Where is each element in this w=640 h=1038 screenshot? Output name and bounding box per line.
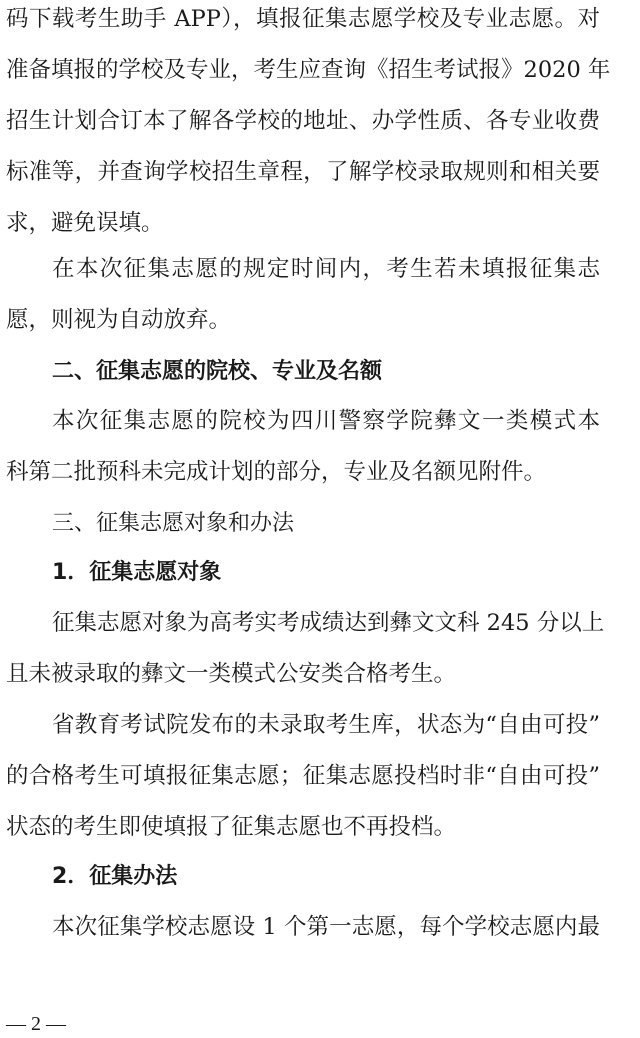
body-line-13: 征集志愿对象为高考实考成绩达到彝文文科 245 分以上 xyxy=(52,610,605,636)
body-line-1: 码下载考生助手 APP），填报征集志愿学校及专业志愿。对 xyxy=(6,6,600,32)
body-line-14: 且未被录取的彝文一类模式公安类合格考生。 xyxy=(6,661,457,687)
section-heading-3: 三、征集志愿对象和办法 xyxy=(52,511,295,536)
body-line-15: 省教育考试院发布的未录取考生库，状态为“自由可投” xyxy=(52,712,600,738)
body-line-7: 愿，则视为自动放弃。 xyxy=(6,307,232,333)
body-line-6: 在本次征集志愿的规定时间内，考生若未填报征集志 xyxy=(52,256,600,282)
body-line-16: 的合格考生可填报征集志愿；征集志愿投档时非“自由可投” xyxy=(6,763,600,789)
body-line-3: 招生计划合订本了解各学校的地址、办学性质、各专业收费 xyxy=(6,108,600,134)
body-line-9: 本次征集志愿的院校为四川警察学院彝文一类模式本 xyxy=(52,408,600,434)
page-number: — 2 — xyxy=(6,1013,66,1035)
subsection-heading-1: 1．征集志愿对象 xyxy=(52,560,222,585)
body-line-19: 本次征集学校志愿设 1 个第一志愿，每个学校志愿内最 xyxy=(52,914,600,940)
body-line-5: 求，避免误填。 xyxy=(6,210,164,236)
body-line-10: 科第二批预科未完成计划的部分，专业及名额见附件。 xyxy=(6,459,547,485)
body-line-17: 状态的考生即使填报了征集志愿也不再投档。 xyxy=(6,814,457,840)
body-line-2: 准备填报的学校及专业，考生应查询《招生考试报》2020 年 xyxy=(6,57,611,83)
body-line-4: 标准等，并查询学校招生章程，了解学校录取规则和相关要 xyxy=(6,159,600,185)
section-heading-2: 二、征集志愿的院校、专业及名额 xyxy=(52,359,383,384)
subsection-heading-2: 2．征集办法 xyxy=(52,864,178,889)
